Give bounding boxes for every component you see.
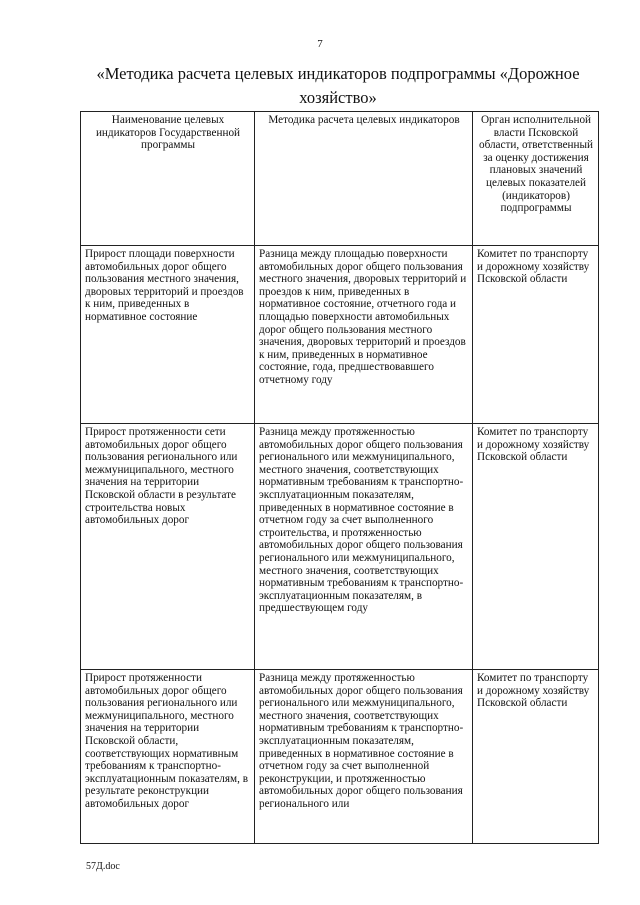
- table-row: [81, 246, 599, 424]
- table-row: [81, 424, 599, 670]
- page-number: 7: [317, 38, 323, 50]
- indicator-name-cell: Прирост протяженности сети автомобильных дорог общего пользования регионального или межмуниципального, местного значения на территории Псковской области в результате строительства новых автомобильных дорог: [81, 424, 255, 670]
- indicator-name-cell: Прирост площади поверхности автомобильных дорог общего пользования местного значения, дворовых территорий и проездов к ним, приведенных в нормативное состояние: [81, 246, 255, 424]
- responsible-authority-cell: Комитет по транспорту и дорожному хозяйству Псковской области: [473, 246, 599, 424]
- indicator-name-cell: Прирост протяженности автомобильных дорог общего пользования регионального или межмуниципального, местного значения на территории Псковской области, соответствующих нормативным требованиям к транспортно-эксплуатационным показателям, в результате реконструкции автомобильных дорог: [81, 670, 255, 844]
- calculation-method-cell: Разница между протяженностью автомобильных дорог общего пользования регионального или межмуниципального, местного значения, соответствующих нормативным требованиям к транспортно-эксплуатационным показателям, приведенных в нормативное состояние в отчетном году за счет выполненной реконструкции, и протяженностью автомобильных дорог общего пользования регионального или: [255, 670, 473, 844]
- document-title: «Методика расчета целевых индикаторов подпрограммы «Дорожное хозяйство»: [96, 64, 580, 107]
- footer-file-name: 57Д.doc: [86, 861, 120, 872]
- indicators-table: [80, 111, 599, 844]
- responsible-authority-cell: Комитет по транспорту и дорожному хозяйству Псковской области: [473, 424, 599, 670]
- header-calculation-method: Методика расчета целевых индикаторов: [255, 112, 473, 246]
- header-responsible-authority: Орган исполнительной власти Псковской области, ответственный за оценку достижения плановых значений целевых показателей (индикаторов) подпрограммы: [473, 112, 599, 246]
- table-row: [81, 670, 599, 844]
- table-header-row: [81, 112, 599, 246]
- calculation-method-cell: Разница между протяженностью автомобильных дорог общего пользования регионального или межмуниципального, местного значения, соответствующих нормативным требованиям к транспортно-эксплуатационным показателям, приведенных в нормативное состояние в отчетном году за счет выполненного строительства, и протяженностью автомобильных дорог общего пользования регионального или межмуниципального, местного значения, соответствующих нормативным требованиям к транспортно-эксплуатационным показателям, в предшествующем году: [255, 424, 473, 670]
- calculation-method-cell: Разница между площадью поверхности автомобильных дорог общего пользования местного значения, дворовых территорий и проездов к ним, приведенных в нормативное состояние, отчетного года и площадью поверхности автомобильных дорог общего пользования местного значения, дворовых территорий и проездов к ним, приведенных в нормативное состояние, года, предшествовавшего отчетному году: [255, 246, 473, 424]
- header-indicator-name: Наименование целевых индикаторов Государственной программы: [81, 112, 255, 246]
- responsible-authority-cell: Комитет по транспорту и дорожному хозяйству Псковской области: [473, 670, 599, 844]
